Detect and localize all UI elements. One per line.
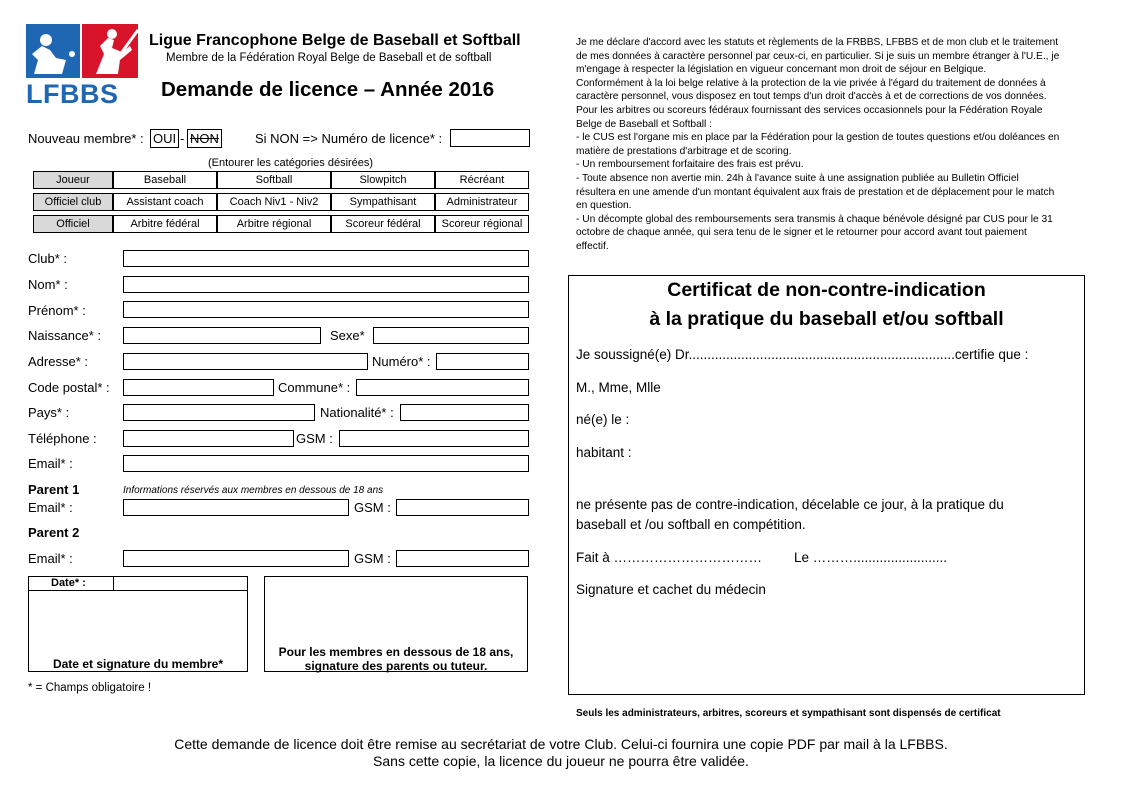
category-joueur[interactable]: Joueur xyxy=(33,171,113,189)
telephone-label: Téléphone : xyxy=(28,431,97,446)
parent1-gsm-label: GSM : xyxy=(354,500,391,515)
declaration-line: en question. xyxy=(576,200,632,212)
declaration-line: - Toute absence non avertie min. 24h à l'avance suite à une assignation publiée au Bulletin Officiel xyxy=(576,172,1019,184)
naissance-field[interactable] xyxy=(123,327,321,344)
category-administrateur[interactable]: Administrateur xyxy=(435,193,529,211)
declaration-line: effectif. xyxy=(576,240,609,252)
pays-label: Pays* : xyxy=(28,405,70,420)
declaration-line: - Un remboursement forfaitaire des frais est prévu. xyxy=(576,159,804,171)
commune-field[interactable] xyxy=(356,379,529,396)
category-softball[interactable]: Softball xyxy=(217,171,331,189)
category-slowpitch[interactable]: Slowpitch xyxy=(331,171,435,189)
new-member-label: Nouveau membre* : xyxy=(28,131,144,146)
category-arbitre-federal[interactable]: Arbitre fédéral xyxy=(113,215,217,233)
certificate-exemption-note: Seuls les administrateurs, arbitres, scoreurs et sympathisant sont dispensés de certificat xyxy=(576,708,1001,719)
declaration-line: Belge de Baseball et Softball : xyxy=(576,118,712,130)
parent2-gsm-field[interactable] xyxy=(396,550,529,567)
declaration-line: Conformément à la loi belge relative à la protection de la vie privée à l'égard du traitement de données à xyxy=(576,77,1046,89)
category-officiel[interactable]: Officiel xyxy=(33,215,113,233)
code-postal-label: Code postal* : xyxy=(28,380,110,395)
date-label: Date* : xyxy=(51,577,86,589)
lfbbs-logo xyxy=(26,24,138,110)
parent-signature-line1: Pour les membres en dessous de 18 ans, xyxy=(278,645,514,659)
licence-number-label: Si NON => Numéro de licence* : xyxy=(255,131,443,146)
declaration-line: Pour les arbitres ou scoreurs fédéraux fournissant des services occasionnels pour la Fédération Royale xyxy=(576,104,1043,116)
nationalite-field[interactable] xyxy=(400,404,529,421)
parent2-email-field[interactable] xyxy=(123,550,349,567)
commune-label: Commune* : xyxy=(278,380,351,395)
category-coach[interactable]: Coach Niv1 - Niv2 xyxy=(217,193,331,211)
declaration-line: matière de prestations d'arbitrage et de scoring. xyxy=(576,145,792,157)
oui-option[interactable]: OUI xyxy=(150,129,179,148)
sexe-field[interactable] xyxy=(373,327,529,344)
declaration-line: résultera en une amende d'un montant équivalent aux frais de prestation et de déplacement pour le match xyxy=(576,186,1055,198)
org-subtitle: Membre de la Fédération Royal Belge de Baseball et de softball xyxy=(166,52,492,64)
logo-text: LFBBS xyxy=(26,79,119,109)
category-arbitre-regional[interactable]: Arbitre régional xyxy=(217,215,331,233)
category-scoreur-regional[interactable]: Scoreur régional xyxy=(435,215,529,233)
parent1-title: Parent 1 xyxy=(28,482,80,497)
certificate-birth-date[interactable]: né(e) le : xyxy=(576,412,630,427)
category-recreant[interactable]: Récréant xyxy=(435,171,529,189)
numero-field[interactable] xyxy=(436,353,529,370)
adresse-field[interactable] xyxy=(123,353,368,370)
club-field[interactable] xyxy=(123,250,529,267)
category-officiel-club[interactable]: Officiel club xyxy=(33,193,113,211)
category-baseball[interactable]: Baseball xyxy=(113,171,217,189)
declaration-text xyxy=(576,36,1088,254)
certificate-title-line1: Certificat de non-contre-indication xyxy=(667,279,986,301)
member-signature-label: Date et signature du membre* xyxy=(52,657,224,671)
org-title: Ligue Francophone Belge de Baseball et Softball xyxy=(149,32,521,49)
nationalite-label: Nationalité* : xyxy=(320,405,394,420)
certificate-doctor-line[interactable]: Je soussigné(e) Dr.......................................................................certifie que : xyxy=(576,347,1029,362)
telephone-field[interactable] xyxy=(123,430,294,447)
categories-instruction: (Entourer les catégories désirées) xyxy=(208,157,374,169)
certificate-address[interactable]: habitant : xyxy=(576,445,632,460)
category-sympathisant[interactable]: Sympathisant xyxy=(331,193,435,211)
required-fields-note: * = Champs obligatoire ! xyxy=(28,682,152,694)
parent1-note: Informations réservés aux membres en dessous de 18 ans xyxy=(123,485,384,496)
declaration-line: m'engage à respecter la législation en vigueur concernant mon droit de séjour en Belgique. xyxy=(576,64,987,76)
email-field[interactable] xyxy=(123,455,529,472)
member-signature-box[interactable] xyxy=(28,576,248,672)
medical-certificate-box xyxy=(568,275,1085,695)
numero-label: Numéro* : xyxy=(372,354,431,369)
category-scoreur-federal[interactable]: Scoreur fédéral xyxy=(331,215,435,233)
parent2-gsm-label: GSM : xyxy=(354,551,391,566)
naissance-label: Naissance* : xyxy=(28,328,101,343)
certificate-title-line2: à la pratique du baseball et/ou softball xyxy=(649,308,1004,330)
certificate-signature-label: Signature et cachet du médecin xyxy=(576,582,766,597)
footer-line1: Cette demande de licence doit être remise au secrétariat de votre Club. Celui-ci fournira une copie PDF par mail à la LFBBS. xyxy=(174,736,948,752)
sexe-label: Sexe* xyxy=(330,328,365,343)
code-postal-field[interactable] xyxy=(123,379,274,396)
form-title: Demande de licence – Année 2016 xyxy=(161,78,495,101)
club-label: Club* : xyxy=(28,251,68,266)
certificate-date[interactable]: Le ………......................... xyxy=(794,550,948,565)
parent1-email-field[interactable] xyxy=(123,499,349,516)
footer-line2: Sans cette copie, la licence du joueur ne pourra être validée. xyxy=(373,753,749,769)
gsm-label: GSM : xyxy=(296,431,333,446)
declaration-line: - Un décompte global des remboursements sera transmis à chaque bénévole désigné par CUS pour le 31 xyxy=(576,213,1053,225)
parent-signature-box[interactable] xyxy=(264,576,528,672)
parent1-gsm-field[interactable] xyxy=(396,499,529,516)
option-separator: - xyxy=(180,131,185,146)
parent-signature-line2: signature des parents ou tuteur. xyxy=(304,659,488,673)
nom-field[interactable] xyxy=(123,276,529,293)
date-cell[interactable] xyxy=(29,577,114,591)
email-label: Email* : xyxy=(28,456,73,471)
date-value-cell[interactable] xyxy=(114,577,247,591)
certificate-body-line1: ne présente pas de contre-indication, décelable ce jour, à la pratique du xyxy=(576,497,1004,512)
certificate-civilite: M., Mme, Mlle xyxy=(576,380,661,395)
adresse-label: Adresse* : xyxy=(28,354,88,369)
declaration-line: caractère personnel, vous disposez en tout temps d'un droit d'accès à et de corrections de vos données. xyxy=(576,91,1047,103)
licence-number-field[interactable] xyxy=(450,129,530,147)
declaration-line: - le CUS est l'organe mis en place par la Fédération pour la gestion de toutes questions et/ou doléances en xyxy=(576,132,1060,144)
parent2-title: Parent 2 xyxy=(28,525,80,540)
prenom-label: Prénom* : xyxy=(28,303,86,318)
prenom-field[interactable] xyxy=(123,301,529,318)
declaration-line: de mes données à caractère personnel par ceux-ci, en particulier. Si je suis un membre étranger à l'U.E., je xyxy=(576,50,1060,62)
pays-field[interactable] xyxy=(123,404,315,421)
declaration-line: octobre de chaque année, qui sera tenu de le signer et le retourner pour accord avant tout paiement xyxy=(576,227,1027,239)
nom-label: Nom* : xyxy=(28,277,68,292)
parent1-email-label: Email* : xyxy=(28,500,73,515)
non-option[interactable]: NON xyxy=(187,129,222,148)
gsm-field[interactable] xyxy=(339,430,529,447)
category-assistant-coach[interactable]: Assistant coach xyxy=(113,193,217,211)
certificate-body-line2: baseball et /ou softball en compétition. xyxy=(576,517,806,532)
certificate-place[interactable]: Fait à …………………………… xyxy=(576,550,763,565)
parent2-email-label: Email* : xyxy=(28,551,73,566)
declaration-line: Je me déclare d'accord avec les statuts et règlements de la FRBBS, LFBBS et de mon club et le traitement xyxy=(576,37,1059,48)
